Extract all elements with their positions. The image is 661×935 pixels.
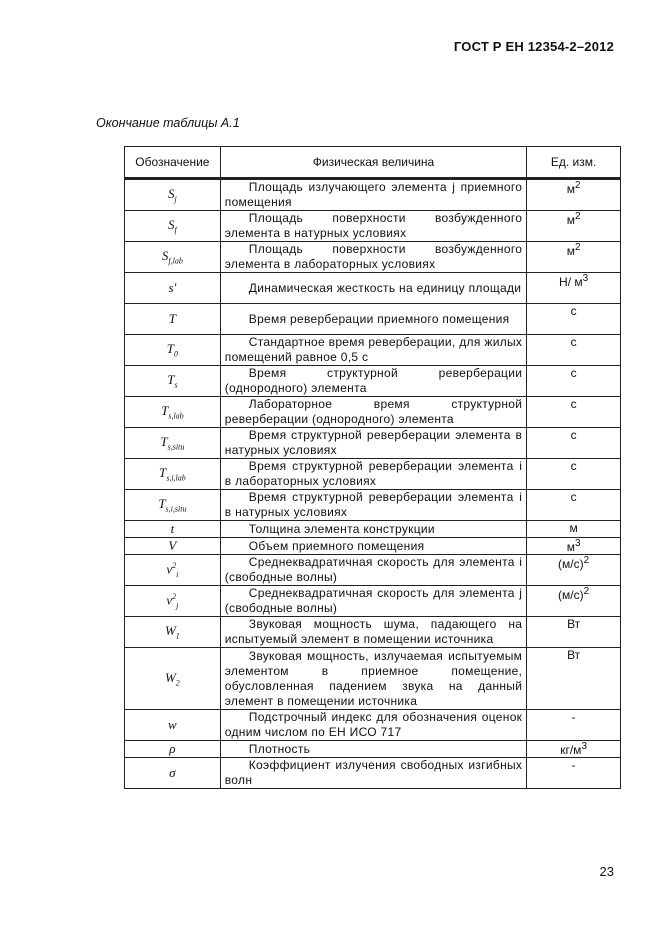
unit-text: м [566,182,575,196]
unit-text: м [569,521,578,535]
symbol-cell [125,490,221,521]
unit-cell [527,758,621,789]
symbol-text: W [164,623,176,639]
unit-cell [527,211,621,242]
quantity-cell [220,242,526,273]
table-caption: Окончание таблицы А.1 [96,116,240,130]
unit-text: с [570,366,577,380]
column-header-unit: Ед. изм. [527,147,621,179]
quantity-text: Плотность [248,741,311,756]
quantity-cell [220,335,526,366]
symbol-subscript: j [174,194,177,204]
quantity-text: Время структурной реверберации элемента в натурных условиях [224,428,523,457]
symbol-cell [125,335,221,366]
unit-text: м [566,213,575,227]
quantity-cell [220,741,526,758]
page-number: 23 [599,864,614,879]
unit-cell [527,648,621,710]
symbol-cell [125,555,221,586]
table-row [125,304,621,335]
symbols-table [124,146,621,789]
table-row [125,617,621,648]
unit-cell [527,273,621,304]
symbol-text: W [164,669,176,685]
unit-text: Вт [567,617,581,631]
unit-text: с [570,304,577,318]
unit-superscript: 2 [583,586,590,597]
symbol-text: T [168,311,176,326]
table-row [125,521,621,538]
unit-superscript: 3 [581,741,587,752]
table-body [125,178,621,789]
table-row [125,273,621,304]
quantity-text: Время структурной реверберации (однородного) элемента [224,366,523,395]
symbol-cell [125,521,221,538]
symbol-subscript: s,situ [167,442,185,452]
symbol-cell [125,648,221,710]
symbol-text: T [161,403,169,419]
quantity-text: Подстрочный индекс для обозначения оценок одним числом по ЕН ИСО 717 [224,710,523,739]
unit-cell [527,459,621,490]
table-row [125,335,621,366]
unit-text: (м/с) [558,588,584,602]
quantity-text: Звуковая мощность, излучаемая испытуемым элементом в приемное помещение, обусловленная падением звука на данный элемент в помещении источника [224,648,523,708]
unit-superscript: 3 [582,273,589,284]
quantity-cell [220,428,526,459]
table-row [125,758,621,789]
table-row [125,459,621,490]
table-row [125,180,621,211]
quantity-cell [220,397,526,428]
quantity-text: Динамическая жесткость на единицу площади [248,280,522,295]
symbol-subscript: j [176,600,179,610]
quantity-text: Время структурной реверберации элемента i в натурных условиях [224,490,523,519]
quantity-text: Объем приемного помещения [248,538,425,553]
quantity-text: Среднеквадратичная скорость для элемента i (свободные волны) [224,555,523,584]
symbol-subscript: f,lab [168,256,183,266]
unit-cell [527,555,621,586]
symbol-cell [125,428,221,459]
symbol-cell [125,538,221,555]
table-row [125,741,621,758]
document-header: ГОСТ Р ЕН 12354-2–2012 [453,39,614,54]
quantity-text: Площадь поверхности возбужденного элемента в лабораторных условиях [224,242,523,271]
symbol-cell [125,242,221,273]
table-row [125,428,621,459]
quantity-text: Среднеквадратичная скорость для элемента j (свободные волны) [224,586,523,615]
unit-cell [527,242,621,273]
unit-cell [527,521,621,538]
symbol-text: T [166,341,174,357]
table-row [125,366,621,397]
unit-text: - [571,710,576,724]
symbol-superscript: 2 [172,561,177,571]
symbol-cell [125,710,221,741]
unit-cell [527,397,621,428]
symbol-text: w [168,717,177,732]
symbol-cell [125,758,221,789]
unit-cell [527,428,621,459]
unit-superscript: 2 [574,242,581,253]
symbol-text: t [170,521,175,536]
unit-cell [527,180,621,211]
symbol-text: T [158,465,167,481]
column-header-quantity: Физическая величина [220,147,526,179]
quantity-text: Звуковая мощность шума, падающего на испытуемый элемент в помещении источника [224,617,523,646]
unit-cell [527,304,621,335]
symbol-subscript: 2 [175,678,180,688]
unit-text: с [570,397,577,411]
table-row [125,648,621,710]
symbol-subscript: i [176,569,179,579]
symbol-subscript: 0 [174,349,178,359]
symbol-subscript: s,i,situ [165,504,187,514]
quantity-cell [220,758,526,789]
unit-text: (м/с) [558,557,584,571]
quantity-cell [220,180,526,211]
quantity-cell [220,304,526,335]
symbol-cell [125,397,221,428]
unit-text: м [566,540,575,554]
table-row [125,397,621,428]
quantity-cell [220,586,526,617]
quantity-cell [220,617,526,648]
symbol-subscript: s [174,380,178,390]
unit-cell [527,538,621,555]
symbol-text: V [168,538,177,553]
quantity-text: Время реверберации приемного помещения [248,311,510,326]
unit-superscript: 3 [574,538,581,549]
table-row [125,710,621,741]
symbol-text: ρ [169,741,176,756]
quantity-text: Коэффициент излучения свободных изгибных волн [224,758,523,787]
symbol-cell [125,180,221,211]
symbol-text: S [168,217,175,233]
symbol-superscript: 2 [172,592,177,602]
quantity-cell [220,555,526,586]
symbol-cell [125,304,221,335]
quantity-cell [220,490,526,521]
symbol-subscript: s,lab [168,411,184,421]
table-row [125,242,621,273]
quantity-cell [220,273,526,304]
symbol-subscript: s,i,lab [166,473,186,483]
symbol-cell [125,211,221,242]
table-row [125,490,621,521]
symbol-text: v [166,592,173,608]
table-row [125,586,621,617]
quantity-cell [220,648,526,710]
unit-cell [527,586,621,617]
unit-text: с [570,490,577,504]
symbol-subscript: f [174,225,177,235]
unit-cell [527,741,621,758]
quantity-cell [220,366,526,397]
symbol-text: S [161,248,169,264]
quantity-text: Стандартное время реверберации, для жилых помещений равное 0,5 с [224,335,523,364]
quantity-cell [220,211,526,242]
quantity-text: Площадь излучающего элемента j приемного помещения [224,180,523,209]
unit-superscript: 2 [583,555,590,566]
symbol-text: S [168,186,175,202]
symbol-cell [125,586,221,617]
table-row [125,211,621,242]
symbol-cell [125,366,221,397]
quantity-cell [220,521,526,538]
unit-cell [527,490,621,521]
symbol-subscript: 1 [175,631,180,641]
unit-cell [527,366,621,397]
unit-text: с [570,459,577,473]
symbol-cell [125,459,221,490]
table-header-row [125,147,621,179]
symbol-text: v [166,561,173,577]
symbol-text: T [158,496,166,512]
unit-cell [527,335,621,366]
quantity-text: Толщина элемента конструкции [248,521,435,536]
table-row [125,555,621,586]
symbol-text: s' [168,280,177,295]
table-row [125,538,621,555]
quantity-text: Площадь поверхности возбужденного элемента в натурных условиях [224,211,523,240]
unit-text: - [571,758,576,772]
symbol-text: T [160,434,168,450]
quantity-cell [220,710,526,741]
unit-text: Вт [567,648,581,662]
quantity-cell [220,459,526,490]
symbol-text: σ [169,765,176,780]
unit-cell [527,617,621,648]
unit-superscript: 2 [574,211,581,222]
unit-superscript: 2 [574,180,581,191]
unit-text: с [570,428,577,442]
unit-cell [527,710,621,741]
quantity-cell [220,538,526,555]
symbol-text: T [167,372,175,388]
quantity-text: Время структурной реверберации элемента i в лабораторных условиях [224,459,523,488]
unit-text: с [570,335,577,349]
symbol-cell [125,741,221,758]
unit-text: м [566,244,575,258]
symbol-cell [125,273,221,304]
quantity-text: Лабораторное время структурной реверберации (однородного) элемента [224,397,523,426]
unit-text: кг/м [560,743,582,757]
symbol-cell [125,617,221,648]
unit-text: Н/ м [559,275,583,289]
column-header-symbol: Обозначение [125,147,221,179]
